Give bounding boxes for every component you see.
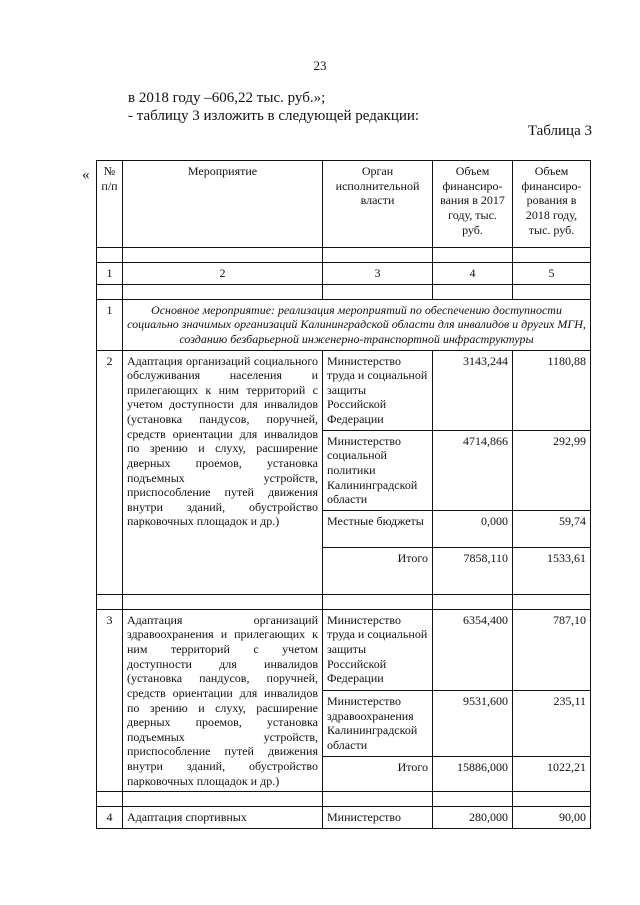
table-row [97,609,591,690]
organ-cell: Министерство труда и социальной защиты Российской Федерации [323,609,433,690]
funding-2018: 59,74 [513,510,591,547]
main-activity-text: Основное мероприятие: реализация мероприятий по обеспечению доступности социально значимых организаций Калининградской области для инвалидов и других МГН, созданию безбарьерной инженерно-транспортной инфраструктуры [123,299,591,350]
col-number: 3 [323,263,433,285]
total-label: Итого [323,547,433,594]
header-num: № п/п [97,161,123,248]
column-number-row [97,263,591,285]
intro-line-2: - таблицу 3 изложить в следующей редакции: [128,108,420,124]
header-funding-2017: Объем финансиро-вания в 2017 году, тыс. руб. [433,161,513,248]
opening-quote: « [82,167,90,183]
header-funding-2018: Объем финансиро-рования в 2018 году, тыс. руб. [513,161,591,248]
col-number: 1 [97,263,123,285]
total-2018: 1022,21 [513,757,591,792]
row-number: 2 [97,350,123,594]
table-caption: Таблица 3 [527,123,592,139]
organ-cell: Министерство труда и социальной защиты Российской Федерации [323,350,433,430]
header-organ: Орган исполнительной власти [323,161,433,248]
col-number: 4 [433,263,513,285]
col-number: 2 [123,263,323,285]
funding-2017: 3143,244 [433,350,513,430]
organ-cell: Министерство [323,807,433,829]
page-number: 23 [313,58,327,73]
organ-cell: Местные бюджеты [323,510,433,547]
intro-line-1: в 2018 году –606,22 тыс. руб.»; [128,90,326,106]
table-row [97,807,591,829]
organ-cell: Министерство социальной политики Калининградской области [323,430,433,510]
activity-text: Адаптация спортивных [123,807,323,829]
funding-2018: 235,11 [513,690,591,756]
total-2017: 15886,000 [433,757,513,792]
activity-text: Адаптация организаций социального обслуживания населения и прилегающих к ним территорий с учетом доступности для инвалидов (установка пандусов, поручней, средств ориентации для инвалидов по зрению и слуху, расширение дверных проемов, установка подъемных устройств, приспособление путей движения внутри зданий, обустройство парковочных площадок и др.) [123,350,323,594]
organ-cell: Министерство здравоохранения Калининградской области [323,690,433,756]
funding-2017: 9531,600 [433,690,513,756]
funding-2018: 292,99 [513,430,591,510]
funding-2018: 1180,88 [513,350,591,430]
funding-2017: 280,000 [433,807,513,829]
funding-2017: 6354,400 [433,609,513,690]
row-number: 4 [97,807,123,829]
row-number: 3 [97,609,123,792]
funding-2017: 0,000 [433,510,513,547]
row-number: 1 [97,299,123,350]
table-header-row [97,161,591,248]
main-activity-row [97,299,591,350]
funding-2017: 4714,866 [433,430,513,510]
funding-table [96,160,591,829]
total-2017: 7858,110 [433,547,513,594]
activity-text: Адаптация организаций здравоохранения и прилегающих к ним территорий с учетом доступности для инвалидов (установка пандусов, поручней, средств ориентации для инвалидов по зрению и слуху, расширение дверных проемов, установка подъемных устройств, приспособление путей движения внутри зданий, обустройство парковочных площадок и др.) [123,609,323,792]
header-activity: Мероприятие [123,161,323,248]
total-label: Итого [323,757,433,792]
table-row [97,350,591,430]
funding-2018: 787,10 [513,609,591,690]
funding-2018: 90,00 [513,807,591,829]
col-number: 5 [513,263,591,285]
total-2018: 1533,61 [513,547,591,594]
